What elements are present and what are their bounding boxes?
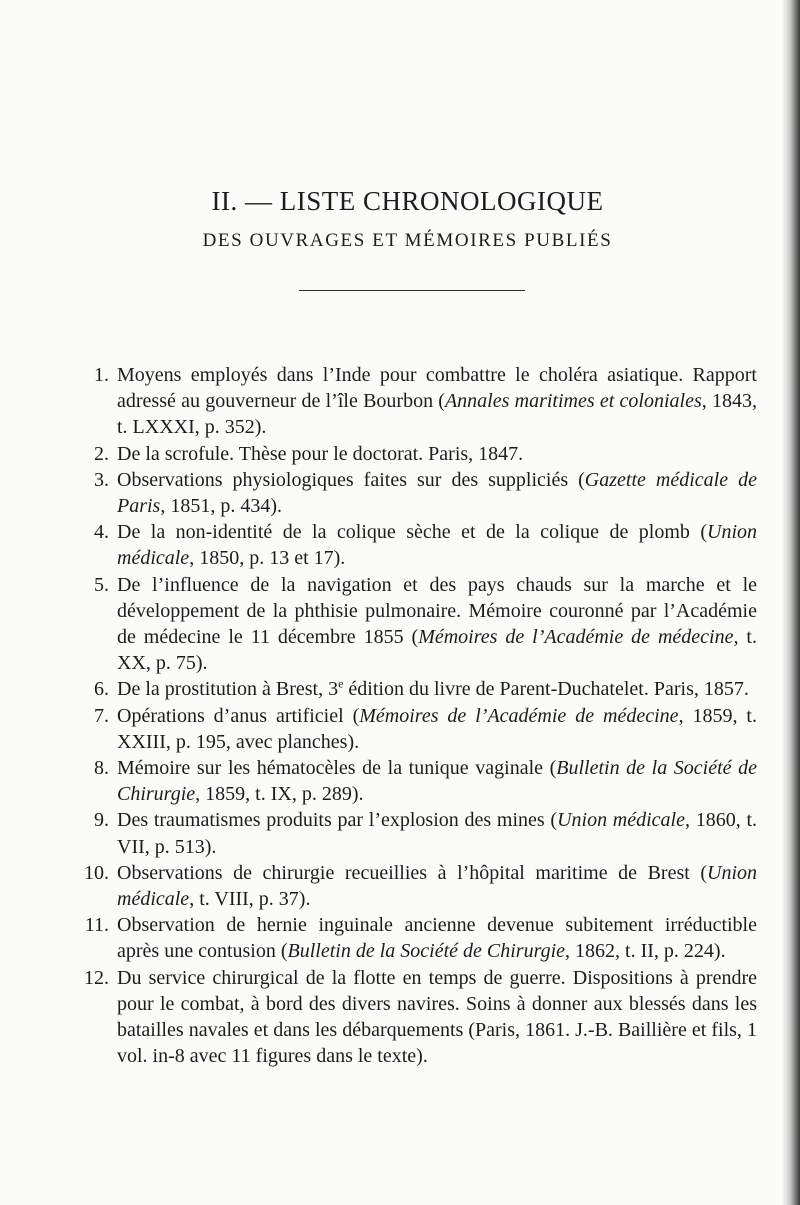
entry-text-segment: , 1860, t. VII, p. 513). — [117, 809, 758, 858]
entry-text — [117, 967, 757, 1068]
entry-text-segment: De l’influence de la navigation et des pays chauds sur la marche et le développement de la phthisie pulmonaire. Mémoire couronné par l’Académie de médecine le 11 décembre 1855 ( — [117, 573, 757, 649]
entry-number: 1. — [94, 364, 109, 386]
list-item — [0, 676, 757, 702]
entry-number: 5. — [94, 573, 109, 596]
journal-title: Annales maritimes et coloniales — [444, 390, 702, 413]
entry-number: 9. — [94, 809, 109, 832]
entry-text — [117, 757, 757, 805]
journal-title: Mémoires de l’Académie de médecine — [359, 704, 679, 727]
list-item — [0, 807, 757, 859]
entry-text — [117, 914, 757, 962]
entry-text — [117, 574, 757, 675]
entry-text — [117, 364, 757, 438]
entry-text-segment: De la non-identité de la colique sèche et de la colique de plomb ( — [117, 521, 707, 544]
list-item — [0, 965, 757, 1070]
list-item — [0, 441, 757, 467]
entry-text-segment: Observation de hernie inguinale ancienne devenue subitement irréductible après une contusion ( — [117, 914, 757, 963]
entry-number: 10. — [84, 861, 109, 884]
section-subtitle: DES OUVRAGES ET MÉMOIRES PUBLIÉS — [202, 230, 613, 251]
list-item — [0, 572, 757, 677]
title-divider — [299, 290, 525, 291]
entry-text-segment: édition du livre de Parent-Duchatelet. Paris, 1857. — [343, 678, 749, 701]
entry-text-segment: , t. VIII, p. 37). — [189, 888, 311, 911]
entry-number: 8. — [94, 757, 109, 780]
entry-text-segment: , 1859, t. IX, p. 289). — [195, 783, 364, 806]
entry-number: 12. — [84, 966, 109, 989]
entry-text-segment: Mémoire sur les hématocèles de la tunique vaginale ( — [117, 757, 557, 780]
list-item — [0, 860, 757, 912]
entry-text — [117, 705, 757, 753]
entry-text-segment: De la scrofule. Thèse pour le doctorat. Paris, 1847. — [117, 442, 524, 465]
entry-text-segment: Observations de chirurgie recueillies à l’hôpital maritime de Brest ( — [117, 861, 707, 884]
entry-text — [117, 521, 757, 569]
journal-title: Union médicale — [117, 521, 757, 570]
journal-title: Bulletin de la Société de Chirurgie — [117, 757, 758, 806]
bibliography-list — [0, 362, 800, 1069]
list-item — [0, 755, 757, 807]
entry-text-segment: , 1851, p. 434). — [160, 495, 283, 518]
page-binding-edge — [782, 0, 800, 1205]
entry-text-segment: Du service chirurgical de la flotte en temps de guerre. Dispositions à prendre pour le combat, à bord des divers navires. Soins à donner aux blessés dans les batailles navales et dans les débarquements (Paris, 1861. J.-B. Baillière et fils, 1 vol. in-8 avec 11 figures dans le texte). — [117, 966, 757, 1068]
list-item — [0, 362, 757, 441]
entry-text — [117, 443, 523, 465]
list-item — [0, 467, 757, 519]
journal-title: Bulletin de la Société de Chirurgie — [287, 940, 566, 963]
section-title: II. — LISTE CHRONOLOGIQUE — [211, 186, 604, 216]
entry-number: 6. — [94, 678, 109, 701]
entry-text-segment: , t. XX, p. 75). — [117, 626, 757, 675]
list-item — [0, 703, 757, 755]
entry-text-segment: e — [338, 676, 344, 691]
entry-number: 3. — [94, 468, 109, 491]
entry-text — [117, 862, 757, 910]
entry-text-segment: De la prostitution à Brest, 3 — [117, 678, 339, 701]
journal-title: Gazette médicale de Paris — [117, 468, 757, 518]
entry-number: 11. — [84, 914, 109, 937]
entry-text-segment: , 1843, t. LXXXI, p. 352). — [117, 390, 758, 439]
entry-text — [117, 469, 757, 517]
entry-text — [117, 678, 749, 700]
list-item — [0, 912, 757, 964]
entry-number: 4. — [94, 521, 109, 544]
entry-number: 2. — [94, 442, 109, 465]
journal-title: Union médicale — [557, 809, 685, 832]
entry-text-segment: Des traumatismes produits par l’explosion des mines ( — [117, 809, 558, 832]
entry-number: 7. — [94, 704, 109, 727]
entry-text-segment: Opérations d’anus artificiel ( — [117, 704, 360, 727]
journal-title: Mémoires de l’Académie de médecine — [418, 626, 734, 649]
entry-text-segment: , 1850, p. 13 et 17). — [189, 547, 346, 570]
entry-text-segment: Moyens employés dans l’Inde pour combattre le choléra asiatique. Rapport adressé au gouverneur de l’île Bourbon ( — [117, 364, 757, 413]
entry-text-segment: , 1862, t. II, p. 224). — [565, 940, 726, 963]
entry-text — [117, 809, 757, 857]
entry-text-segment: Observations physiologiques faites sur des suppliciés ( — [117, 468, 585, 491]
entry-text-segment: , 1859, t. XXIII, p. 195, avec planches). — [117, 704, 757, 753]
list-item — [0, 519, 757, 571]
journal-title: Union médicale — [117, 861, 757, 911]
